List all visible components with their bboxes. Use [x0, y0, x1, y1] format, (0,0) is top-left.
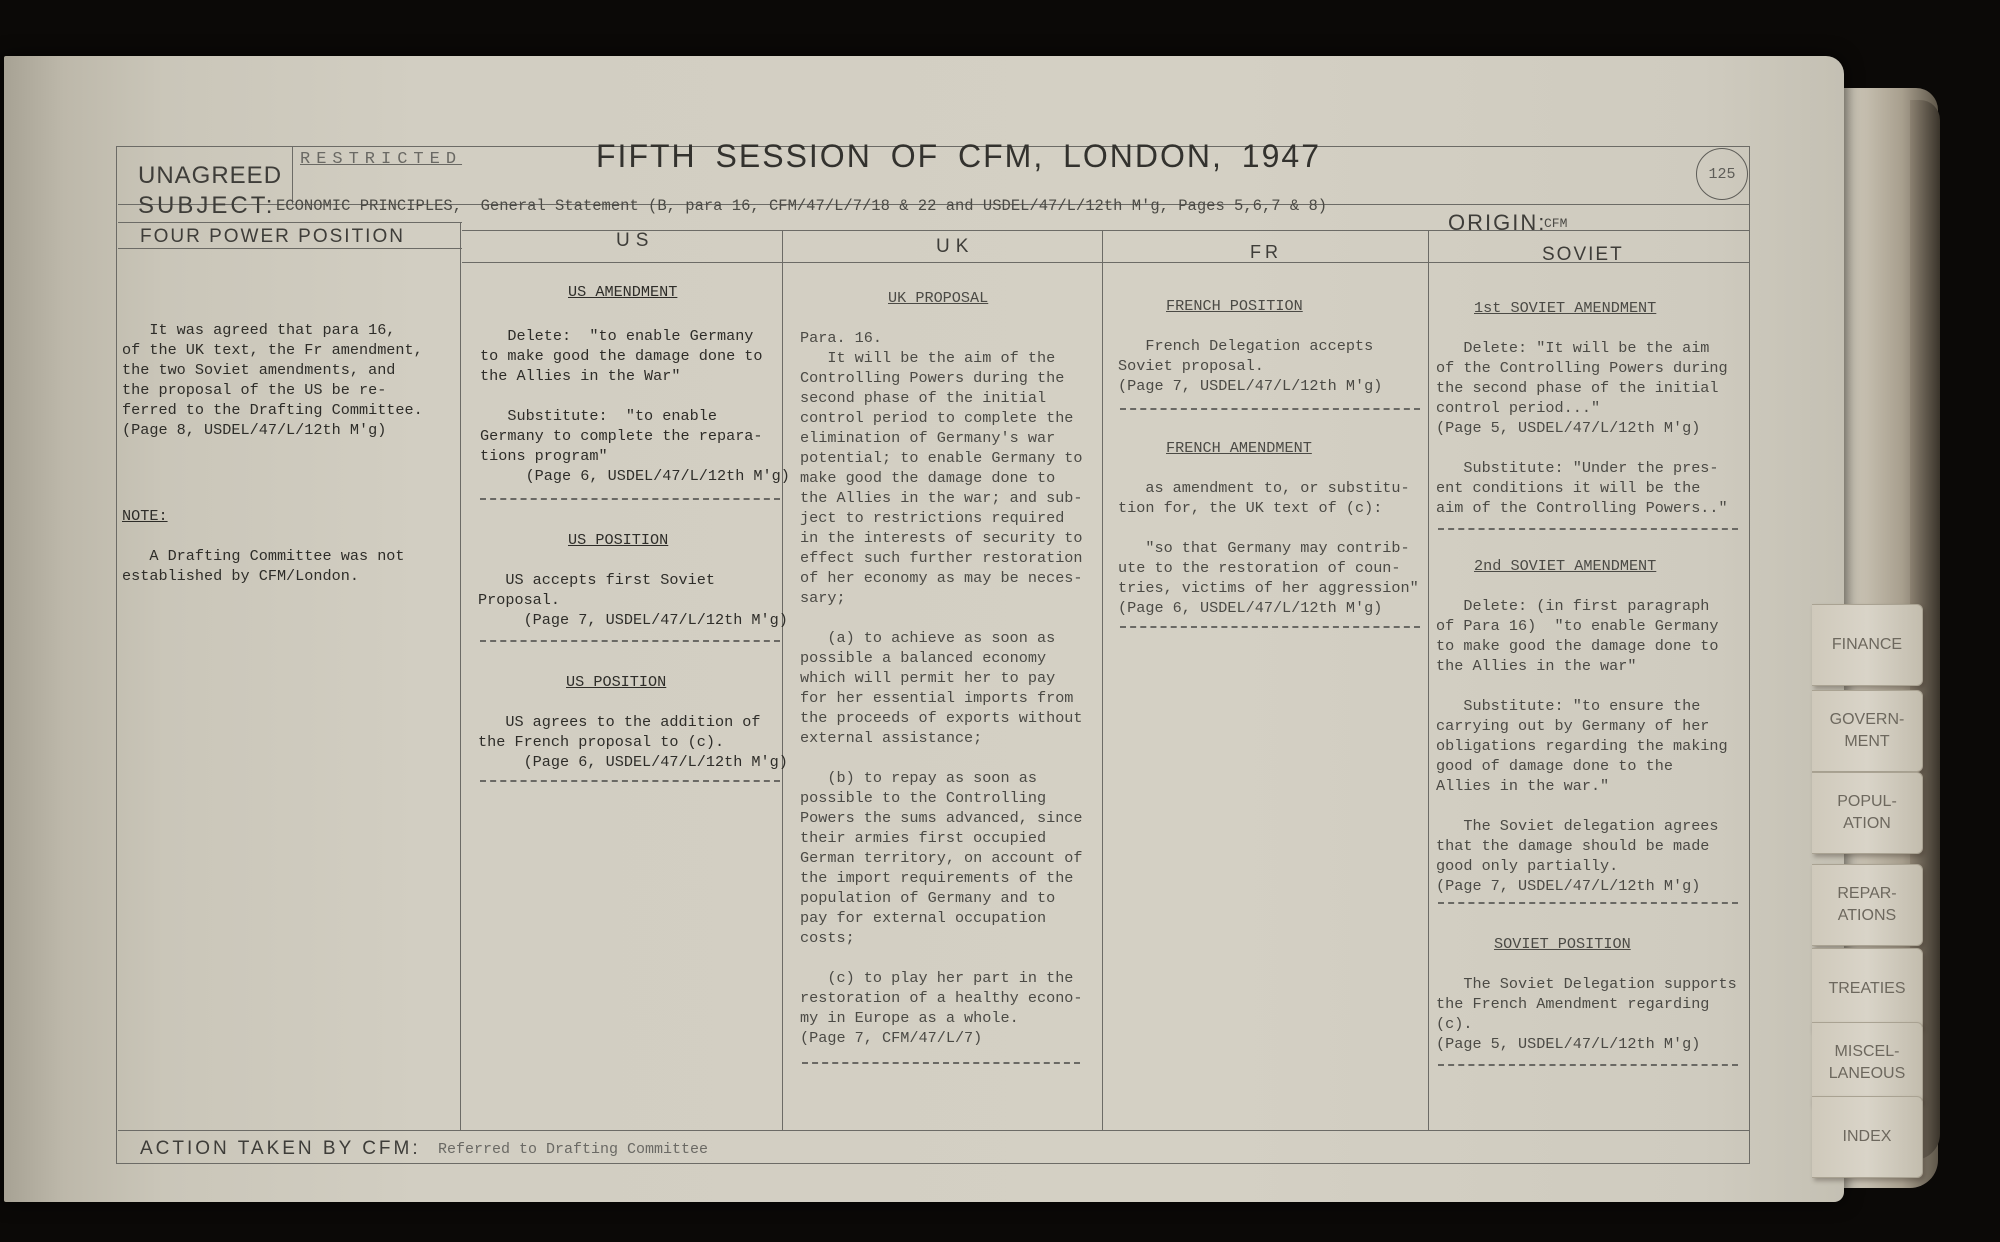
header-rule-left	[118, 222, 462, 223]
fr-amendment-heading: FRENCH AMENDMENT	[1166, 439, 1312, 457]
us-separator-2	[480, 640, 780, 642]
note-label: NOTE:	[122, 507, 168, 525]
four-power-paragraph: It was agreed that para 16, of the UK text, the Fr amendment, the two Soviet amendments, and the proposal of the US be re- ferred to the Drafting Committee. (Page 8, USDEL/47/L/12th M'g)	[122, 321, 423, 439]
tab-government[interactable]: GOVERN- MENT	[1812, 690, 1923, 772]
tab-reparations[interactable]: REPAR- ATIONS	[1812, 864, 1923, 946]
uk-proposal-text: Para. 16. It will be the aim of the Controlling Powers during the second phase of the initial control period to complete the elimination of Germany's war potential; to enable Germany to make good the damage done to the Allies in the war; and sub- ject to restrictions required in the interests of security to effect such further restoration of her economy as may be neces- sary; (a) to achieve as soon as possible a balanced economy which will permit her to pay for her essential imports from the proceeds of exports without external assistance; (b) to repay as soon as possible to the Controlling Powers the sums advanced, since their armies first occupied German territory, on account of the import requirements of the population of Germany and to pay for external occupation costs; (c) to play her part in the restoration of a healthy econo- my in Europe as a whole. (Page 7, CFM/47/L/7)	[800, 329, 1083, 1047]
column-divider-1	[460, 222, 461, 1130]
column-header-us: US	[616, 230, 655, 251]
uk-separator	[802, 1062, 1080, 1064]
soviet-separator-1	[1438, 528, 1738, 530]
subject-label: SUBJECT:	[138, 192, 276, 219]
column-divider-3	[1102, 230, 1103, 1130]
footer-rule	[118, 1130, 1750, 1131]
soviet-amendment-2-text: Delete: (in first paragraph of Para 16) "to enable Germany to make good the damage done to the Allies in the war" Substitute: "to ensure the carrying out by Germany of her obligations regarding the making good of damage done to the Allies in the war." The Soviet delegation agrees that the damage should be made good only partially. (Page 7, USDEL/47/L/12th M'g)	[1436, 597, 1728, 895]
column-header-uk: UK	[936, 236, 975, 257]
soviet-amendment-1-text: Delete: "It will be the aim of the Controlling Powers during the second phase of the initial control period..." (Page 5, USDEL/47/L/12th M'g) Substitute: "Under the pres- ent conditions it will be the aim of the Controlling Powers.."	[1436, 339, 1728, 517]
soviet-position-heading: SOVIET POSITION	[1494, 935, 1631, 953]
column-header-soviet: SOVIET	[1542, 244, 1624, 265]
us-amendment-text: Delete: "to enable Germany to make good the damage done to the Allies in the War" Substitute: "to enable Germany to complete the repara- tions program" (Page 6, USDEL/47/L/12th M'g)	[480, 327, 790, 485]
page-title: FIFTH SESSION OF CFM, LONDON, 1947	[596, 138, 1321, 174]
classification-label: RESTRICTED	[300, 150, 463, 169]
column-divider-4	[1428, 230, 1429, 1130]
soviet-separator-2	[1438, 902, 1738, 904]
page-number: 125	[1696, 148, 1748, 200]
soviet-position-text: The Soviet Delegation supports the French Amendment regarding (c). (Page 5, USDEL/47/L/12th M'g)	[1436, 975, 1737, 1053]
soviet-amendment-2-heading: 2nd SOVIET AMENDMENT	[1474, 557, 1657, 575]
column-header-four-power: FOUR POWER POSITION	[140, 226, 405, 247]
us-position-1-text: US accepts first Soviet Proposal. (Page 7, USDEL/47/L/12th M'g)	[478, 571, 788, 629]
action-value: Referred to Drafting Committee	[438, 1141, 709, 1158]
fr-separator-1	[1120, 408, 1420, 410]
note-text: A Drafting Committee was not established by CFM/London.	[122, 547, 405, 585]
us-separator-3	[480, 780, 780, 782]
soviet-separator-3	[1438, 1064, 1738, 1066]
us-amendment-heading: US AMENDMENT	[568, 283, 678, 301]
subject-text: ECONOMIC PRINCIPLES, General Statement (B, para 16, CFM/47/L/7/18 & 22 and USDEL/47/L/12th M'g, Pages 5,6,7 & 8)	[276, 197, 1328, 215]
us-position-2-text: US agrees to the addition of the French proposal to (c). (Page 6, USDEL/47/L/12th M'g)	[478, 713, 788, 771]
status-label: UNAGREED	[138, 162, 283, 189]
us-position-1-heading: US POSITION	[568, 531, 669, 549]
tab-index[interactable]: INDEX	[1812, 1096, 1923, 1178]
us-separator-1	[480, 498, 780, 500]
tab-miscellaneous[interactable]: MISCEL- LANEOUS	[1812, 1022, 1923, 1104]
tab-finance[interactable]: FINANCE	[1812, 604, 1923, 686]
fr-separator-2	[1120, 626, 1420, 628]
tab-population[interactable]: POPUL- ATION	[1812, 772, 1923, 854]
us-position-2-heading: US POSITION	[566, 673, 667, 691]
fr-position-text: French Delegation accepts Soviet proposal. (Page 7, USDEL/47/L/12th M'g)	[1118, 337, 1383, 395]
action-label: ACTION TAKEN BY CFM:	[140, 1138, 421, 1159]
tab-treaties[interactable]: TREATIES	[1812, 948, 1923, 1030]
soviet-amendment-1-heading: 1st SOVIET AMENDMENT	[1474, 299, 1657, 317]
origin-value: CFM	[1544, 216, 1568, 231]
fr-position-heading: FRENCH POSITION	[1166, 297, 1303, 315]
column-header-fr: FR	[1250, 242, 1282, 262]
column-header-rule-left	[118, 248, 462, 249]
origin-label: ORIGIN:	[1448, 210, 1547, 235]
uk-proposal-heading: UK PROPOSAL	[888, 289, 989, 307]
fr-amendment-text: as amendment to, or substitu- tion for, the UK text of (c): "so that Germany may contrib- ute to the restoration of coun- tries, victims of her aggression" (Page 6, USDEL/47/L/12th M'g)	[1118, 479, 1419, 617]
